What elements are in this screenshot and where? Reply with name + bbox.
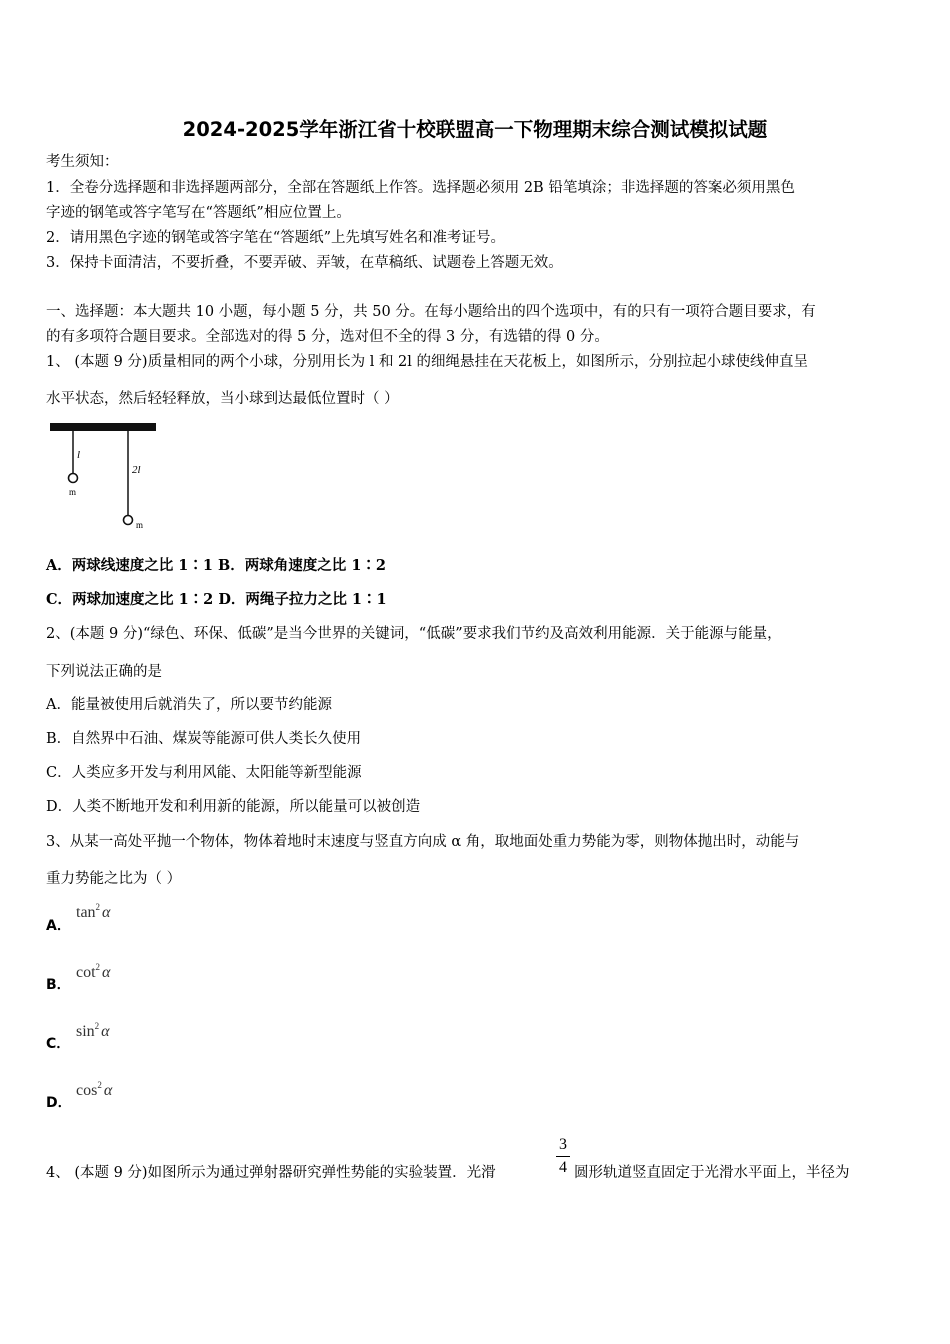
q3-option-b-label: B． [46,977,71,993]
long-ball [124,516,133,525]
q2-option-d: D．人类不断地开发和利用新的能源，所以能量可以被创造 [46,799,421,815]
notice-item-1a: 1．全卷分选择题和非选择题两部分，全部在答题纸上作答。选择题必须用 2B 铅笔填涂；非选择题的答案必须用黑色 [46,180,795,196]
notice-item-3: 3．保持卡面清洁，不要折叠，不要弄破、弄皱，在草稿纸、试题卷上答题无效。 [46,255,563,271]
q2-option-c: C．人类应多开发与利用风能、太阳能等新型能源 [46,765,362,781]
q2-stem-line2: 下列说法正确的是 [46,664,162,680]
q3-option-d-label: D． [46,1095,72,1111]
q2-option-b: B．自然界中石油、煤炭等能源可供人类长久使用 [46,731,362,747]
notice-item-1b: 字迹的钢笔或答字笔写在“答题纸”相应位置上。 [46,205,351,221]
notice-heading: 考生须知： [46,154,119,170]
short-ball [69,474,78,483]
long-mass-label: m [136,520,144,530]
page-title: 2024-2025学年浙江省十校联盟高一下物理期末综合测试模拟试题 [182,118,768,141]
long-length-label: 2l [132,464,141,476]
ceiling-bar [50,423,156,431]
q2-option-a: A．能量被使用后就消失了，所以要节约能源 [46,697,332,713]
q4-fraction-numerator: 3 [559,1136,567,1153]
q3-option-c-formula: $\sin^2 \alpha$ [76,1021,110,1040]
q4-stem-before: 4、 (本题 9 分)如图所示为通过弹射器研究弹性势能的实验装置．光滑 [46,1165,496,1181]
q1-pendulum-figure [46,418,161,536]
q1-stem-line2: 水平状态，然后轻轻释放，当小球到达最低位置时（ ） [46,391,399,407]
q1-stem-line1: 1、 (本题 9 分)质量相同的两个小球，分别用长为 l 和 2l 的细绳悬挂在天花板上，如图所示，分别拉起小球使线伸直呈 [46,354,809,370]
q3-option-c-label: C． [46,1036,71,1052]
q3-option-d-formula: $\cos^2 \alpha$ [76,1080,113,1099]
short-mass-label: m [69,487,77,497]
q2-stem-line1: 2、(本题 9 分)“绿色、环保、低碳”是当今世界的关键词，“低碳”要求我们节约及高效利用能源．关于能源与能量， [46,626,782,642]
section-instructions-a: 一、选择题：本大题共 10 小题，每小题 5 分，共 50 分。在每小题给出的四个选项中，有的只有一项符合题目要求，有 [46,304,816,320]
q4-fraction-denominator: 4 [559,1159,567,1176]
q4-fraction [556,1136,570,1177]
q3-option-a-formula: $\tan^2 \alpha$ [76,902,111,921]
q3-stem-line2: 重力势能之比为（ ） [46,871,182,887]
q3-option-a-label: A． [46,918,71,934]
short-length-label: l [77,449,81,461]
q3-option-b-formula: $\cot^2 \alpha$ [76,962,111,981]
q4-fraction-bar [556,1156,570,1157]
q1-options-ab: A．两球线速度之比 1∶1 B．两球角速度之比 1∶2 [46,557,387,574]
notice-item-2: 2．请用黑色字迹的钢笔或答字笔在“答题纸”上先填写姓名和准考证号。 [46,230,506,246]
q3-stem-line1: 3、从某一高处平抛一个物体，物体着地时末速度与竖直方向成 α 角，取地面处重力势能为零，则物体抛出时，动能与 [46,834,800,850]
q1-options-cd: C．两球加速度之比 1∶2 D．两绳子拉力之比 1∶1 [46,591,387,608]
q4-stem-after: 圆形轨道竖直固定于光滑水平面上，半径为 [574,1165,850,1181]
section-instructions-b: 的有多项符合题目要求。全部选对的得 5 分，选对但不全的得 3 分，有选错的得 0 分。 [46,329,609,345]
